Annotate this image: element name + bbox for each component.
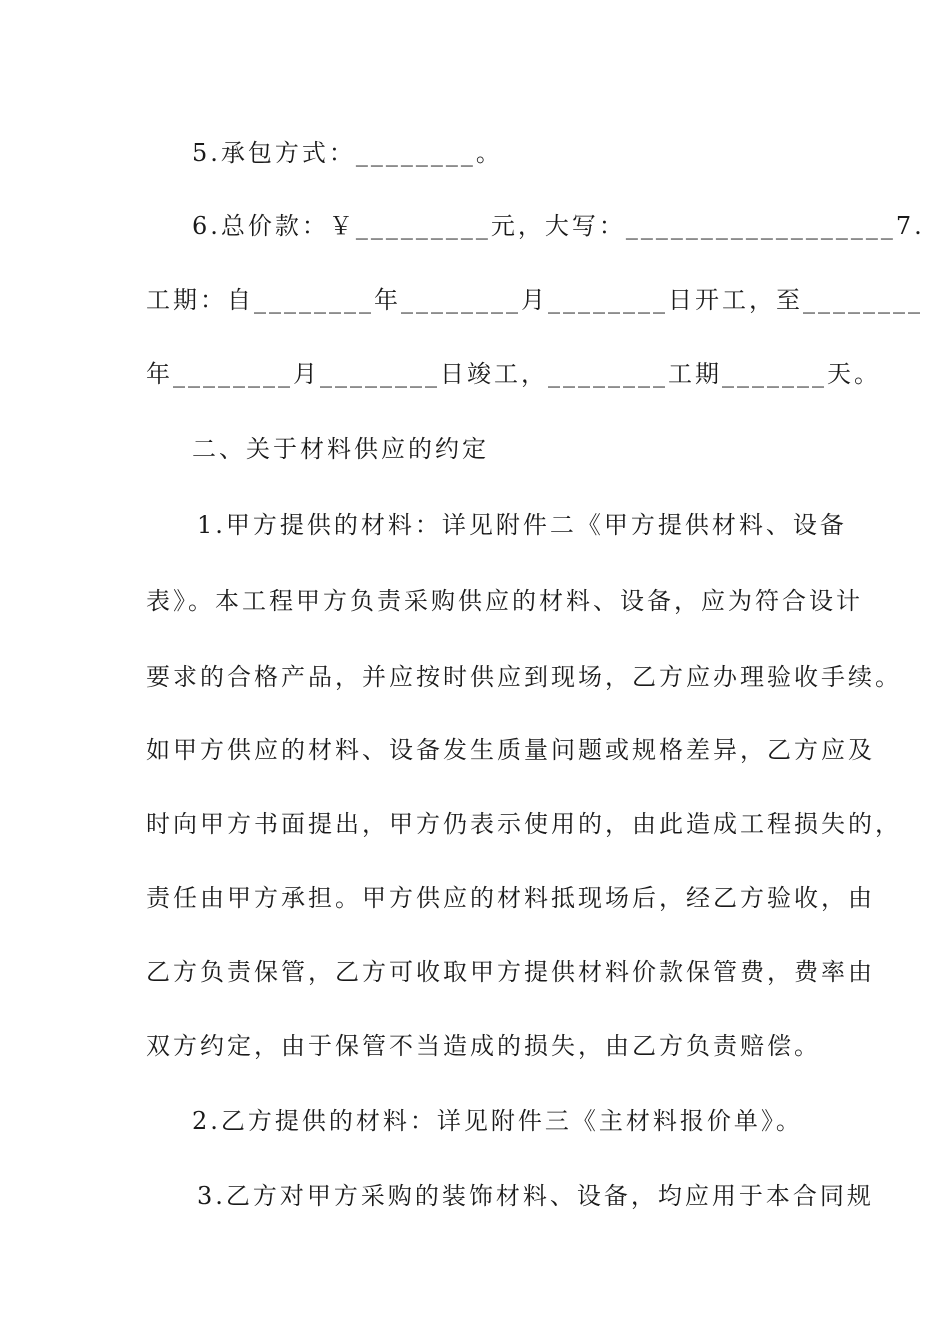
clause-total-price: 6.总价款：￥_________元，大写：__________________7. [192,212,925,240]
paragraph-line: 乙方负责保管，乙方可收取甲方提供材料价款保管费，费率由 [146,958,875,986]
paragraph-line: 双方约定，由于保管不当造成的损失，由乙方负责赔偿。 [146,1032,821,1060]
paragraph-line: 如甲方供应的材料、设备发生质量问题或规格差异，乙方应及 [146,736,875,764]
paragraph-line: 3.乙方对甲方采购的装饰材料、设备，均应用于本合同规 [197,1182,874,1210]
paragraph-line: 2.乙方提供的材料：详见附件三《主材料报价单》。 [192,1107,803,1135]
paragraph-line: 要求的合格产品，并应按时供应到现场，乙方应办理验收手续。 [146,663,902,691]
paragraph-line: 责任由甲方承担。甲方供应的材料抵现场后，经乙方验收，由 [146,884,875,912]
section-heading-materials: 二、关于材料供应的约定 [192,435,489,463]
paragraph-line: 1.甲方提供的材料：详见附件二《甲方提供材料、设备 [197,511,847,539]
clause-contract-method: 5.承包方式：________。 [192,139,503,167]
clause-schedule-end: 年________月________日竣工，________工期_______天。 [146,360,881,388]
clause-schedule-start: 工期：自________年________月________日开工，至________ [146,286,923,314]
paragraph-line: 表》。本工程甲方负责采购供应的材料、设备，应为符合设计 [146,587,863,615]
paragraph-line: 时向甲方书面提出，甲方仍表示使用的，由此造成工程损失的， [146,810,902,838]
